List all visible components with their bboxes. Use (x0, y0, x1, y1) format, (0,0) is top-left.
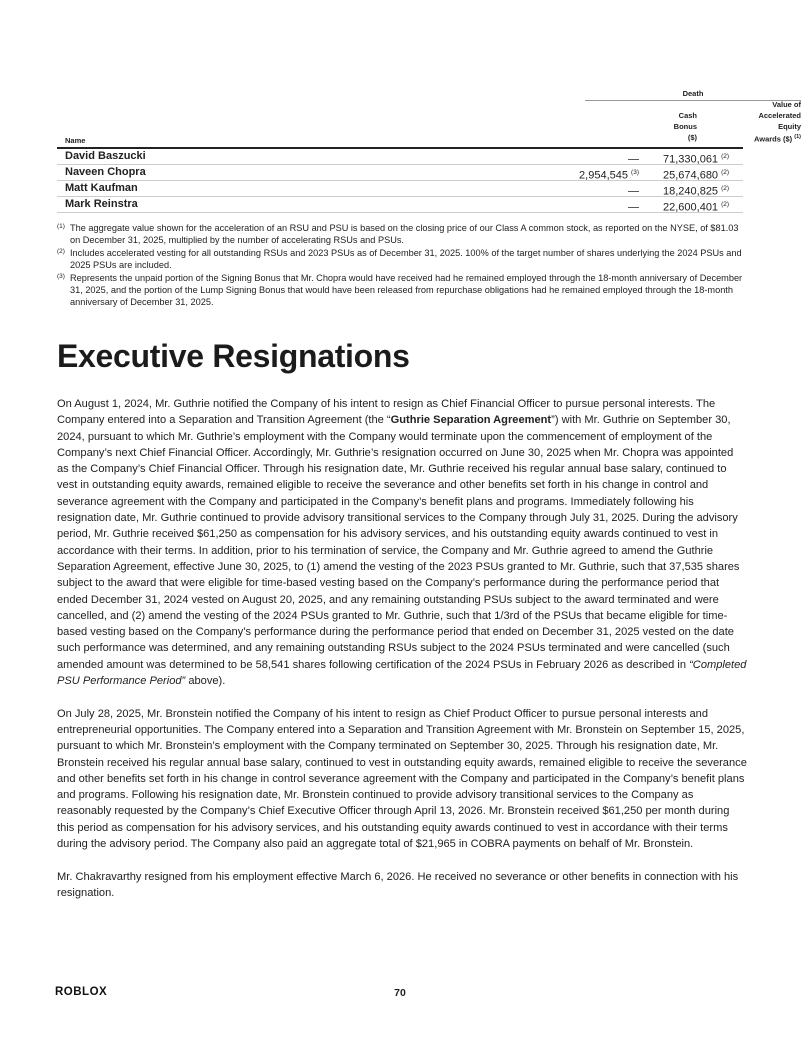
row-equity: 22,600,401 $^{(2)}$ (663, 201, 730, 214)
row-cash: — (628, 201, 639, 214)
row-equity: 71,330,061 $^{(2)}$ (663, 153, 730, 166)
footnote (57, 247, 747, 272)
footnote (57, 272, 747, 309)
footnote-mark: (3) (57, 272, 65, 280)
cash-bonus-header: Cash Bonus ($) (673, 111, 697, 142)
row-name: David Baszucki (65, 150, 146, 162)
footnote-mark: (2) (57, 247, 65, 255)
table-row (57, 197, 743, 213)
paragraph-chakravarthy: Mr. Chakravarthy resigned from his employment effective March 6, 2026. He received no severance or other benefits in connection with his resignation. (57, 870, 739, 899)
footnote-mark: (1) (57, 223, 65, 230)
row-name: Matt Kaufman (65, 182, 138, 194)
table-row (57, 165, 743, 181)
defined-term: Guthrie Separation Agreement (390, 414, 552, 427)
row-name: Naveen Chopra (65, 166, 146, 178)
table-row (57, 181, 743, 197)
page-number: 70 (394, 987, 406, 999)
paragraph-bronstein: On July 28, 2025, Mr. Bronstein notified the Company of his intent to resign as Chief Product Officer to pursue personal interests and entrepreneurial opportunities. The Company entered into a Separation and Transition Agreement with Mr. Bronstein on September 15, 2025, pursuant to which Mr. Bronstein’s employment with the Company terminated on September 30, 2025. Through his resignation date, Mr. Bronstein received his regular annual base salary, continued to vest in outstanding equity awards, remained eligible to receive the severance and other benefits set forth in his change in control severance agreement with the Company and participated in the Company’s benefit plans and programs. Following his resignation date, Mr. Bronstein continued to provide advisory transitional services to the Company as reasonably requested by the Company’s Chief Executive Officer through April 13, 2026. Mr. Bronstein received $61,250 per month during this period as compensation for his advisory services, and his outstanding equity awards continued to vest in accordance with their terms during the advisory period. The Company also paid an aggregate total of $21,965 in COBRA payments on behalf of Mr. Bronstein. (57, 707, 747, 851)
paragraph-guthrie: On August 1, 2024, Mr. Guthrie notified the Company of his intent to resign as Chief Financial Officer to pursue personal interests. The Company entered into a Separation and Transition Agreement (the “Guthrie Separation Agreement”) with Mr. Guthrie on September 30, 2024, pursuant to which Mr. Guthrie’s employment with the Company would terminate upon the commencement of employment of the Company’s next Chief Financial Officer. Accordingly, Mr. Guthrie’s resignation occurred on June 30, 2025 when Mr. Chopra was appointed as the Company’s Chief Financial Officer. Through his resignation date, Mr. Guthrie received his regular annual base salary, continued to vest in outstanding equity awards, remained eligible to receive the severance and other benefits set forth in his change in control and severance agreement with the Company and participated in the Company’s benefit plans and programs. Immediately following his resignation date, Mr. Guthrie continued to provide advisory transitional services to the Company through July 31, 2025. During the advisory period, Mr. Guthrie received $61,250 as compensation for his advisory services, and his outstanding equity awards continued to vest in accordance with their terms. In addition, prior to his termination of service, the Company and Mr. Guthrie agreed to amend the Guthrie Separation Agreement, effective June 30, 2025, to (1) amend the vesting of the 2023 PSUs granted to Mr. Guthrie, such that 37,535 shares subject to the award that were eligible for time-based vesting based on the Company’s performance during the performance period that ended December 31, 2024 vested on August 20, 2025, and any remaining outstanding PSUs subject to the award terminated and were cancelled, and (2) amend the vesting of the 2024 PSUs granted to Mr. Guthrie, such that 1/3rd of the PSUs that became eligible for time-based vesting based on the Company’s performance during the performance period that ended on December 31, 2025 vested on the date such performance was determined, and any remaining outstanding RSUs subject to the 2024 PSUs terminated and were cancelled (such amended amount was determined to be 58,541 shares following certification of the 2024 PSUs in February 2026 as described in “Completed PSU Performance Period” above). (57, 398, 747, 688)
row-equity: 25,674,680 $^{(2)}$ (663, 169, 730, 182)
body-text (57, 396, 747, 918)
row-cash: — (628, 153, 639, 166)
footnote (57, 222, 747, 247)
footnote-text: The aggregate value shown for the acceleration of an RSU and PSU is based on the closing price of our Class A common stock, as reported on the NYSE, of $81.03 on December 31, 2025, multiplied by the number of accelerating RSUs and PSUs. (70, 223, 739, 246)
row-name: Mark Reinstra (65, 198, 138, 210)
row-cash: — (628, 185, 639, 198)
table-body (57, 149, 743, 213)
cross-reference: “Completed PSU Performance Period” (57, 658, 747, 688)
footnote-text: Represents the unpaid portion of the Signing Bonus that Mr. Chopra would have received had he remained employed through the 18-month anniversary of December 31, 2025, and the portion of the Lump Signing Bonus that would have been released from repurchase obligations had he remained employed through the 18-month anniversary of December 31, 2025. (70, 272, 743, 308)
equity-awards-header: Value of Accelerated Equity Awards ($) $^{(1)}$ (753, 100, 801, 144)
row-cash: 2,954,545 $^{(3)}$ (579, 169, 639, 182)
name-header: Name (65, 136, 86, 145)
table-group-header: Death (585, 89, 801, 101)
table-row (57, 149, 743, 165)
footnote-text: Includes accelerated vesting for all outstanding RSUs and 2023 PSUs as of December 31, 2025. 100% of the target number of shares underlying the 2024 PSUs and 2025 PSUs are included. (70, 247, 742, 271)
roblox-logo: ROBLOX (55, 986, 108, 998)
section-title: Executive Resignations (57, 338, 410, 374)
table-footnotes (57, 222, 747, 309)
row-equity: 18,240,825 $^{(2)}$ (663, 185, 730, 198)
